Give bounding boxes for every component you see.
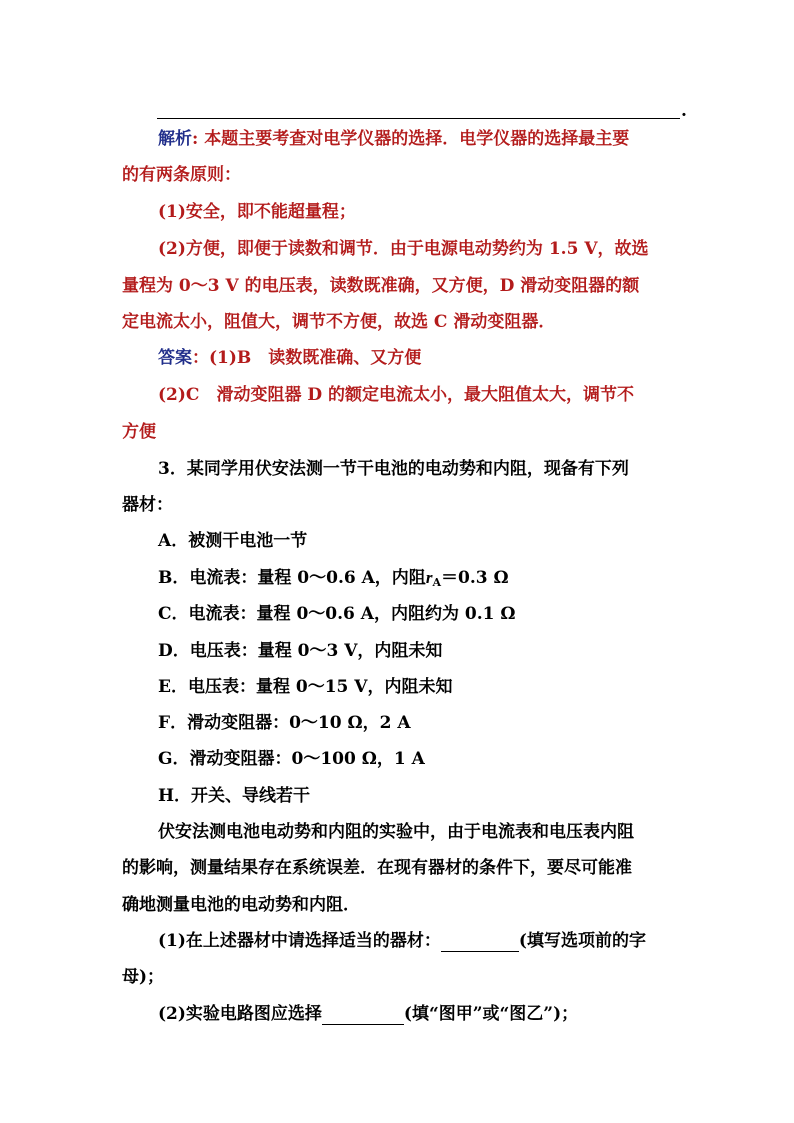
subquestion-1-line-2: 母)； (122, 967, 165, 987)
answer-rule-end: . (681, 101, 687, 121)
subquestion-1-answer-blank[interactable] (441, 933, 519, 952)
option-e: E．电压表：量程 0～15 V，内阻未知 (158, 677, 453, 697)
option-g: G．滑动变阻器：0～100 Ω，1 A (158, 749, 425, 769)
subquestion-2-prefix: (2)实验电路图应选择 (158, 1004, 322, 1024)
context-line-2: 的影响，测量结果存在系统误差．在现有器材的条件下，要尽可能准 (122, 858, 632, 878)
option-h: H．开关、导线若干 (158, 786, 311, 806)
option-b-text: B．电流表：量程 0～0.6 A，内阻 (158, 568, 426, 588)
option-b-symbol: r (425, 568, 433, 587)
question-3-stem-line-2: 器材： (122, 495, 173, 515)
context-line-3: 确地测量电池的电动势和内阻． (122, 895, 360, 915)
answer-label: 答案 (158, 348, 192, 368)
subquestion-2 (158, 1003, 578, 1025)
answer-part-1: ：(1)B 读数既准确、又方便 (192, 348, 422, 368)
context-line-1: 伏安法测电池电动势和内阻的实验中，由于电流表和电压表内阻 (158, 822, 634, 842)
subquestion-1 (158, 930, 646, 952)
option-a: A．被测干电池一节 (158, 531, 308, 551)
analysis-line-1 (158, 128, 629, 150)
subquestion-1-prefix: (1)在上述器材中请选择适当的器材： (158, 931, 441, 951)
analysis-label: 解析 (158, 129, 192, 149)
analysis-principle-2-line-3: 定电流太小，阻值大，调节不方便，故选 C 滑动变阻器． (122, 312, 556, 332)
option-f: F．滑动变阻器：0～10 Ω，2 A (158, 713, 411, 733)
analysis-principle-2-line-2: 量程为 0～3 V 的电压表，读数既准确，又方便，D 滑动变阻器的额 (122, 276, 640, 296)
option-b-subscript: A (432, 576, 441, 589)
analysis-principle-2-line-1: (2)方便，即便于读数和调节．由于电源电动势约为 1.5 V，故选 (158, 239, 649, 259)
answer-part-2-line-2: 方便 (122, 422, 156, 442)
answer-rule (157, 118, 680, 119)
option-c: C．电流表：量程 0～0.6 A，内阻约为 0.1 Ω (158, 604, 516, 624)
answer-part-2-line-1: (2)C 滑动变阻器 D 的额定电流太小，最大阻值太大，调节不 (158, 385, 635, 405)
question-3-stem-line-1: 3．某同学用伏安法测一节干电池的电动势和内阻，现备有下列 (158, 459, 629, 479)
answer-line-1 (158, 347, 421, 369)
analysis-principle-1: (1)安全，即不能超量程； (158, 202, 356, 222)
subquestion-2-suffix: (填“图甲”或“图乙”)； (403, 1004, 579, 1024)
option-b (158, 567, 509, 594)
subquestion-2-answer-blank[interactable] (322, 1006, 404, 1025)
option-b-value: ＝0.3 Ω (440, 568, 509, 588)
option-d: D．电压表：量程 0～3 V，内阻未知 (158, 641, 443, 661)
analysis-line-2: 的有两条原则： (122, 165, 241, 185)
analysis-text-1: : 本题主要考查对电学仪器的选择．电学仪器的选择最主要 (192, 129, 630, 149)
subquestion-1-suffix: (填写选项前的字 (518, 931, 646, 951)
